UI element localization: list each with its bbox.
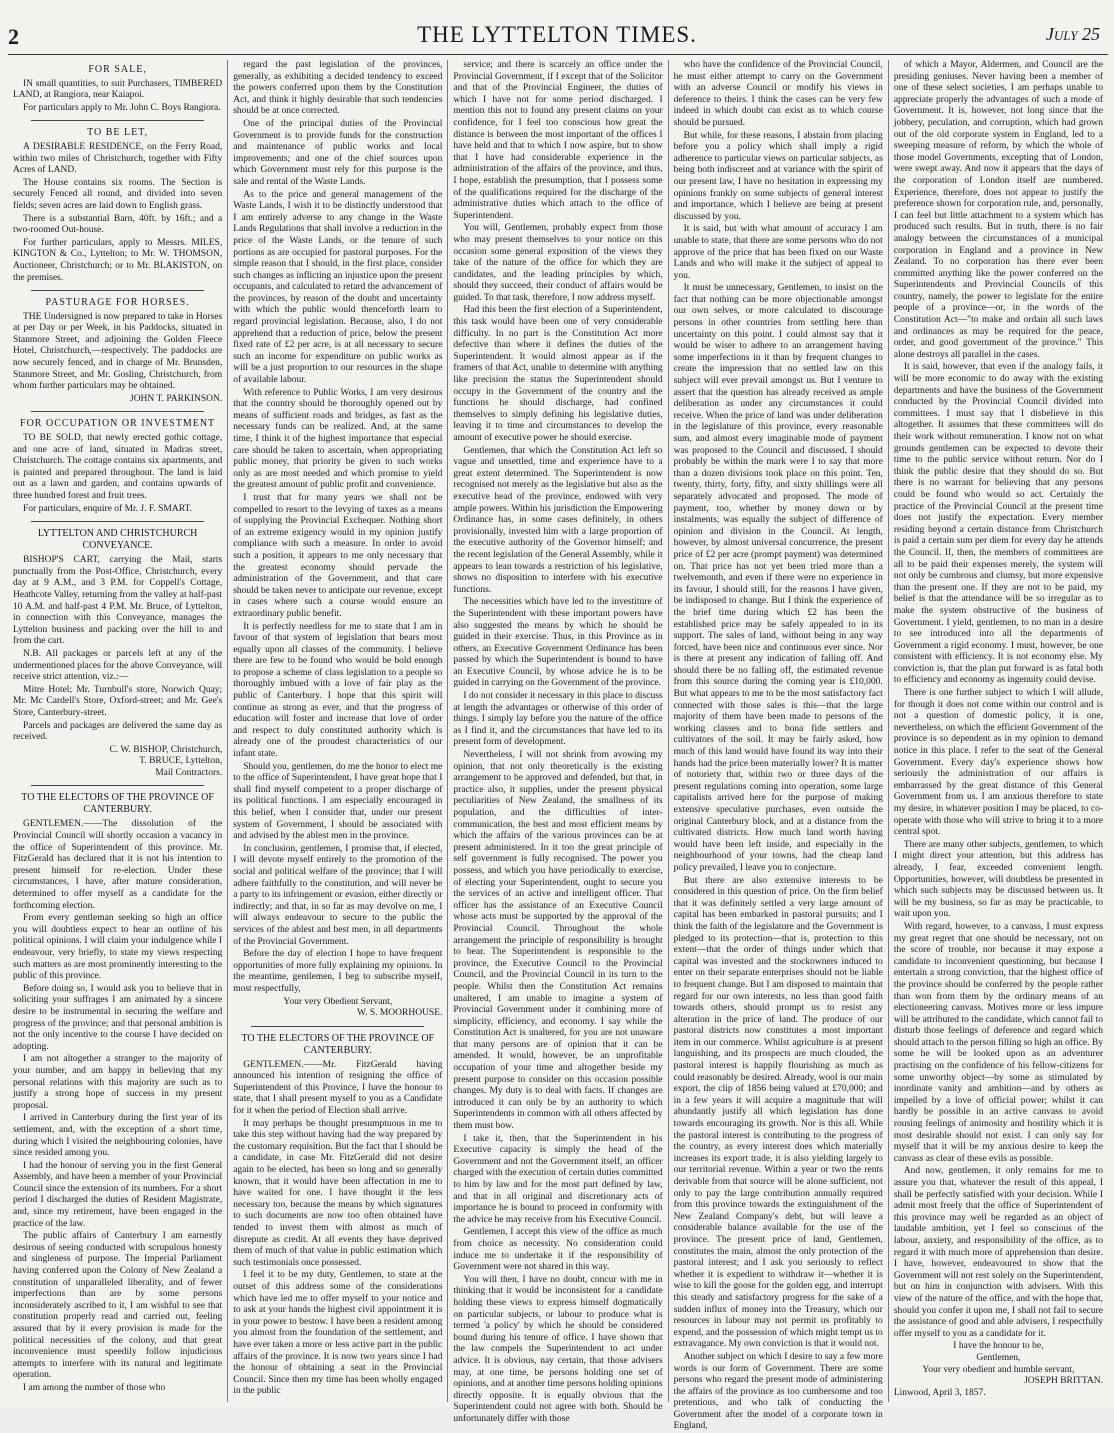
- ad-body: There is a substantial Barn, 40ft. by 16ft.; and a two-roomed Out-house.: [13, 213, 223, 236]
- divider: [31, 411, 204, 412]
- ad-body: For particulars, enquire of Mr. J. F. SMART.: [23, 503, 192, 514]
- address-paragraph: Gentlemen, I accept this view of the office as much from choice as necessity. No consideration could induce me to undertake it if the responsibility of Government were not shared in this way.: [453, 1227, 663, 1273]
- address-paragraph: But there are also extensive interests to be considered in this question of price. On the firm belief that it was definitely settled a very large amount of capital has been embarked in pastoral pursuits; and I think the faith of the legislature and the Government is pledged to its protection—that is, protection to this extent—that the order of things under which that capital was invested and the stockowners induced to enter on their separate enterprises should not be liable to frequent change. But I am disposed to maintain that regard for our own interests, no less than good faith towards others, should prompt us to resist any alteration in the price of land. The produce of our pastoral districts now constitutes a most important item in our commerce. Whilst agriculture is at present languishing, and its prospects are much clouded, the pastoral interest is happily flourishing as much as could reasonably be desired. Already, wool is our main export, the clip of 1856 being valued at £70,000; and in a few years it will acquire a magnitude that will abundantly justify all which legislation has done towards encouraging its growth. Nor is this all. While the pastoral interest is contributing to the progress of the country, as every interest does which materially increases its export trade, it is also yielding largely to our territorial revenue. Within a year or two the rents derivable from that source will be alone sufficient, not only to pay the large contribution annually required from this province towards the extinguishment of the New Zealand Company's debt, but will leave a considerable balance available for the use of the province. The present price of land, Gentlemen, constitutes the main, almost the only protection of the pastoral interest; and I ask you seriously to reflect whether it is expedient to withdraw it—whether it is wise to kill the goose for the golden egg, and interrupt this steady and satisfactory progress for the sake of a sudden influx of money into the Treasury, which our resources in labour may not permit us profitably to expend, and the possession of which might tempt us to extravagance. My own conviction is that it would not.: [673, 875, 883, 1350]
- divider: [251, 1026, 424, 1027]
- address-paragraph: As to the price and general management of the Waste Lands, I wish it to be distinctly understood that I am entirely adverse to any change in the Waste Lands Regulations that shall involve a reduction in the price of the Waste Lands, or the tenure of such portions as are occupied for pastoral purposes. For the simple reason that I should, in the first place, consider such changes as inflicting an injustice upon the present occupants, and calculated to retard the advancement of the provinces, by reason of the doubt and uncertainty with which the public would thenceforth learn to regard provincial legislation. Because, also, I do not apprehend that a reduction of price, below the present fixed rate of £2 per acre, is at all necessary to secure such an income for expenditure on public works as will be a just proportion to our resources in the shape of available labour.: [233, 189, 443, 386]
- address-paragraph: It is said, but with what amount of accuracy I am unable to state, that there are some persons who do not approve of the price that has been fixed on our Waste Lands and who will make it the subject of appeal to you.: [673, 224, 883, 281]
- ad-body: IN small quantities, to suit Purchasers, TIMBERED LAND, at Rangiora, near Kaiapoi.: [13, 78, 223, 101]
- address-paragraph: I am among the number of those who: [23, 1382, 166, 1393]
- address-heading: TO THE ELECTORS OF THE PROVINCE OF CANTERBURY.: [21, 792, 214, 816]
- address-paragraph: GENTLEMEN.——The dissolution of the Provincial Council will shortly occasion a vacancy in the office of Superintendent of this province. Mr. FitzGerald has declared that it is not his intention to present himself for re-election. Under these circumstances, I have, after mature consideration, determined to offer myself as a candidate for the forthcoming election.: [13, 819, 223, 911]
- address-paragraph: service; and there is scarcely an office under the Provincial Government, if I except that of the Solicitor and that of the Provincial Engineer, the duties of which I have not for some period discharged. I mention this not to found any present claims on your confidence, for I feel too conscious how great the distance is between the most important of the offices I have held and that to which I now aspire, but to show that I have had considerable experience in the administration of the affairs of the province, and thus, I hope, establish the presumption, that I possess some of the qualifications required for the discharge of the administrative duties which attach to the office of Superintendent.: [453, 60, 663, 221]
- ad-body: Mitre Hotel; Mr. Turnbull's store, Norwich Quay; Mr. Mc Cardell's Store, Oxford-street; and Mr. Gee's Store, Canterbury-street.: [13, 684, 223, 718]
- ad-body: N.B. All packages or parcels left at any of the undermentioned places for the above Conveyance, will receive strict attention, viz.:—: [13, 648, 223, 683]
- column-1: [8, 60, 228, 1402]
- ad-body: For particulars apply to Mr. John C. Boys Rangiora.: [23, 102, 221, 113]
- ad-heading-for-sale: FOR SALE,: [88, 64, 147, 75]
- divider: [31, 785, 204, 786]
- address-paragraph: And now, gentlemen, it only remains for me to assure you that, whatever the result of this appeal, I shall be perfectly satisfied with your decision. While I admit most freely that the office of Superintendent of this province may well be regarded as an object of laudable ambition, yet I feel so conscious of the labour, anxiety, and responsibility of the office, as to regard it with much more of apprehension than desire. I have, however, endeavoured to show that the Government will not rest solely on the Superintendent, but on him in conjunction with advisers. With this view of the nature of the office, and with the hope that, should you confer it upon me, I shall not fail to secure the assistance of good and able advisers, I respectfully offer myself to you as a candidate for it.: [893, 1166, 1104, 1339]
- address-paragraph: Before the day of election I hope to have frequent opportunities of more fully explaining my opinions. In the meantime, gentlemen, I beg to subscribe myself, most respectfully,: [233, 949, 443, 994]
- ad-body: Parcels and packages are delivered the same day as received.: [13, 720, 223, 743]
- address-heading: TO THE ELECTORS OF THE PROVINCE OF CANTERBURY.: [241, 1032, 435, 1056]
- ad-body: The House contains six rooms. The Section is securely Fenced all round, and divided into seven fields; seven acres are laid down to English grass.: [13, 177, 223, 211]
- ad-heading-occupation: FOR OCCUPATION OR INVESTMENT: [20, 418, 216, 430]
- address-signature: JOSEPH BRITTAN.: [1024, 1376, 1104, 1387]
- closing-line: I have the honour to be,: [953, 1341, 1044, 1352]
- issue-date: July 25: [1045, 24, 1100, 44]
- address-paragraph: With regard, however, to a canvass, I must express my great regret that one should be necessary, not on the score of trouble, nor because it may expose a candidate to inconvenient questioning, but because I entertain a strong conviction, that the highest office of the province should be conferred by the people rather than won from them by the ordinary means of an electioneering canvass. Motives more or less impure will be attributed to the candidate, which cannot fail to disturb those feelings of deference and regard which should attach to the person filling so high an office. By some he will be looked upon as an adventurer practising on the confidence of his fellow-citizens for some unworthy object—by some as stimulated by inordinate vanity and ambition—and by others as impelled by a love of official power; whilst it can hardly be possible in an active canvass to avoid rousing feelings of animosity and hostility which it is most desirable should not exist. I can only say for myself that it will be my anxious desire to keep the canvass as clear of these evils as possible.: [893, 921, 1104, 1164]
- address-paragraph: I trust that for many years we shall not be compelled to resort to the levying of taxes as a means of supplying the Provincial Exchequer. Nothing short of an extreme exigency would in my opinion justify compliance with such a measure. In order to avoid such a position, it appears to me only necessary that the greatest economy should pervade the administration of the Government, and that care should be taken never to anticipate our revenue, except in cases where such a course would ensure an extraordinary public benefit.: [233, 492, 443, 619]
- address-paragraph: There are many other subjects, gentlemen, to which I might direct your attention, but this address has already, I fear, exceeded convenient length. Opportunities, however, will doubtless be presented in which such subjects may be discussed between us. It will be my business, so far as may be practicable, to wait upon you.: [893, 839, 1104, 920]
- address-paragraph: GENTLEMEN.——Mr. FitzGerald having announced his intention of resigning the office of Superintendent of this Province, I have the honour to state, that I shall present myself to you as a Candidate for it when the period of Election shall arrive.: [233, 1059, 443, 1117]
- column-4: [669, 60, 889, 1432]
- ad-heading-pasturage: PASTURAGE FOR HORSES.: [45, 297, 190, 309]
- address-signature: W. S. MOORHOUSE.: [356, 1008, 443, 1019]
- closing-line: Your very Obedient Servant,: [283, 996, 393, 1007]
- masthead: [0, 0, 1114, 52]
- ad-signature: Mail Contractors.: [155, 767, 223, 778]
- closing-line: Gentlemen,: [976, 1352, 1021, 1363]
- address-paragraph: In conclusion, gentlemen, I promise that, if elected, I will devote myself entirely to the promotion of the social and political welfare of the province; that I will adhere faithfully to the constitution, and will never be a party to its infringement or evasion, either directly or indirectly; and that, in so far as may devolve on me, I will always endeavour to secure to the public the services of the ablest and best men, in all departments of the Provincial Government.: [233, 843, 443, 947]
- address-paragraph: From every gentleman seeking so high an office you will doubtless expect to hear an outline of his political opinions. I will claim your indulgence while I endeavour, very briefly, to state my views respecting such matters as are most prominently interesting to the public of this province.: [13, 913, 223, 982]
- newspaper-title: THE LYTTELTON TIMES.: [417, 22, 697, 47]
- address-paragraph: You will then, I have no doubt, concur with me in thinking that it would be inconsistent for a candidate holding these views to express himself dogmatically on particular subjects, or labour to produce what is termed 'a policy' by which he should be considered bound during his tenure of office. I have shown that the law compels the Superintendent to act under advice. It is obvious, nay certain, that those advisers may, at one time, be persons holding one set of opinions, and at another time persons holding opinions directly opposite. It is equally obvious that the Superintendent could not agree with both. Should he unfortunately differ with those: [453, 1274, 663, 1424]
- address-paragraph: One of the principal duties of the Provincial Government is to provide funds for the construction and maintenance of public works and local improvements; and one of the chief sources upon which Government must rely for this purpose is the sale and rental of the Waste Lands.: [233, 118, 443, 187]
- ad-body: TO BE SOLD, that newly erected gothic cottage, and one acre of land, situated in Madras street, Christchurch. The cottage contains six apartments, and is painted and prepared throughout. The land is laid out as a lawn and garden, and contains upwards of three hundred forest and fruit trees.: [13, 433, 223, 501]
- address-paragraph: I had the honour of serving you in the first General Assembly, and have been a member of your Provincial Council since the extension of its numbers. For a short period I discharged the duties of Resident Magistrate, and, since my retirement, have been engaged in the practice of the law.: [13, 1160, 223, 1229]
- ad-body: THE Undersigned is now prepared to take in Horses at per Day or per Week, in his Paddocks, situated in Stanmore Street, and adjoining the Golden Fleece Hotel, Christchurch,—respectively. The paddocks are now securely fenced, and in charge of Mr. Brunsden, Stanmore Street, and Mr. Gosling, Christchurch, from whom further particulars may be obtained.: [13, 311, 223, 392]
- ad-heading-to-let: TO BE LET,: [87, 127, 149, 139]
- column-5: [889, 60, 1108, 1402]
- address-paragraph: regard the past legislation of the provinces, generally, as exhibiting a decided tendency to exceed the powers conferred upon them by the Constitution Act, and think it highly desirable that such tendencies should be at once corrected.: [233, 60, 443, 117]
- address-paragraph: Had this been the first election of a Superintendent, this task would have been one of very considerable difficulty. In no part is the Constitution Act more defective than where it defines the duties of the Superintendent. It would almost appear as if the framers of that Act, unable to determine with anything like precision the status the Superintendent should occupy in the Government of the country and the functions he should discharge, had confined themselves to simply defining his legislative duties, leaving it to time and circumstances to develop the amount of executive power he should exercise.: [453, 305, 663, 443]
- address-paragraph: It may perhaps be thought presumptuous in me to take this step without having had the way prepared by the customary requisition. But the fact that I should be a candidate, in case Mr. FitzGerald did not desire again to be elected, has been so long and so generally known, that it would have been affectation in me to have waited for one. I have thought it the less necessary too, because the means by which signatures to such documents are now too often obtained have tended to invest them with almost as much of disrepute as credit. At all events they have deprived them of much of that value in public estimation which such testimonials once possessed.: [233, 1118, 443, 1268]
- ad-body: For further particulars, apply to Messrs. MILES, KINGTON & Co., Lyttelton; to Mr. W. THOMSON, Auctioneer, Christchurch; or to Mr. BLAKISTON, on the premises.: [13, 237, 223, 283]
- address-paragraph: It must be unnecessary, Gentlemen, to insist on the fact that nothing can be more objectionable amongst our own selves, or more calculated to discourage persons in other countries from settling here than uncertainty on this point. I could almost say that it would be wiser to adhere to an arrangement having some imperfections in it than by frequent changes to create the impression that no settled law on this subject will ever prevail amongst us. But I venture to assert that the question has already received as ample deliberation as under any circumstances it could receive. When the price of land was under deliberation in the legislature of this province, every reasonable sum, and almost every imaginable mode of payment was proposed to the Council and discussed. I should probably be within the mark were I to say that more than a dozen divisions took place on this point. Ten, twenty, thirty, forty, fifty, and sixty shillings were all separately advocated and proposed. The mode of payment, too, whether by money down or by instalments, was equally the subject of difference of opinion and division in the Council. At length, however, by almost universal concurrence, the present price of £2 per acre (prompt payment) was determined on. That price has not yet been tried more than a twelvemonth, and even if there were no experience in its favour, I should still, for the reasons I have given, be indisposed to change. But I think the experience of the brief time during which £2 has been the established price may be safely appealed to in its support. The sales of land, without being in any way forced, have been nice and continuous ever since. Nor is there at present any indication of falling off. And should there be no falling off, the estimated revenue from this source during the coming year is £10,000. But what appears to me to be the most satisfactory fact connected with those sales is this—that the large majority of them have been made to persons of the working classes and to bona fide settlers and cultivators of the soil. It may be fairly asked, how much of this land would have found its way into their hands had the price been materially lower? It is matter of notoriety that, within two or three days of the present regulations coming into operation, some large capitalists arrived here for the purpose of making extensive speculative purchases, even outside the original Canterbury block, and at a distance from the cultivated districts. How much land worth having would have been left inside, and especially in the neighbourhood of your towns, had the cheap land policy prevailed, I leave you to conjecture.: [673, 283, 883, 873]
- address-paragraph: Before doing so, I would ask you to believe that in soliciting your suffrages I am animated by a sincere desire to be instrumental in securing the welfare and progress of the province; and that personal ambition is not the only incentive to the course I have decided on adopting.: [13, 983, 223, 1052]
- ad-signature: C. W. BISHOP, Christchurch,: [109, 744, 223, 755]
- address-paragraph: I take it, then, that the Superintendent in his Executive capacity is simply the head of the Government and not the Government itself, an officer charged with the execution of certain duties committed to him by law and for the most part defined by law, and that in all original and discretionary acts of importance he is bound to proceed in conformity with the advice he may receive from his Executive Council.: [453, 1133, 663, 1225]
- columns: [8, 60, 1108, 1432]
- address-paragraph: The necessities which have led to the investiture of the Superintendent with these important powers have also suggested the means by which he should be guided in their exercise. Thus, in this Province as in others, an Executive Government Ordinance has been passed by which the Superintendent is bound to have an Executive Council, by whose advice he is to be guided in carrying on the Government of the province.: [453, 597, 663, 689]
- address-paragraph: It is perfectly needless for me to state that I am in favour of that system of legislation that bears most equally upon all classes of the community. I believe there are few to be found who would be bold enough to propose a scheme of class legislation to a people so thoroughly imbued with a love of fair play as the public of Canterbury. I hope that this spirit will continue as strong as ever, and that the progress of education will foster and increase that love of order and respect to duly constituted authority which is already one of the proudest characteristics of our infant state.: [233, 621, 443, 760]
- address-paragraph: I am not altogether a stranger to the majority of your number, and am happy in believing that my personal relations with this majority are such as to justify a strong hope of success in my present proposal.: [13, 1054, 223, 1111]
- address-paragraph: I do not consider it necessary in this place to discuss at length the advantages or otherwise of this order of things. I simply lay before you the nature of the office as I find it, and the circumstances that have led to its present form of development.: [453, 691, 663, 748]
- address-paragraph: The public affairs of Canterbury I am earnestly desirous of seeing conducted with scrupulous honesty and singleness of purpose. The Imperial Parliament having conferred upon the Colony of New Zealand a constitution of unparalleled liberality, and of fewer imperfections than are by some persons inconsiderately ascribed to it, I am wishful to see that constitution properly read and carried out, feeling assured that by it every provision is made for the political necessities of the colony, and that great inconvenience must speedily follow injudicious attempts to interfere with its natural and legitimate operation.: [13, 1231, 223, 1381]
- ad-heading-conveyance: LYTTELTON AND CHRISTCHURCH CONVEYANCE.: [37, 528, 198, 552]
- ad-signature: JOHN T. PARKINSON.: [130, 393, 223, 404]
- closing-line: Your very obedient and humble servant,: [922, 1364, 1075, 1375]
- address-paragraph: But while, for these reasons, I abstain from placing before you a policy which shall imply a rigid adherence to particular views on particular subjects, as being both indiscreet and at variance with the spirit of our present law, I have no hesitation in expressing my opinions frankly on some subjects of general interest and importance, which I believe are being at present discussed by you.: [673, 130, 883, 222]
- ad-body: BISHOP'S CART, carrying the Mail, starts punctually from the Post-Office, Christchurch, every day at 9 A.M., and 3 P.M. for Coppell's Cottage, Heathcote Valley, returning from the valley at half-past 10 A.M. and half-past 4 P.M. Mr. Bruce, of Lyttelton, in connection with this Conveyance, manages the Lyttelton business and packing over the hill to and from the cart.: [13, 555, 223, 647]
- address-paragraph: You will, Gentlemen, probably expect from those who may present themselves to your notice on this occasion some general exposition of the views they take of the nature of the office for which they are candidates, and the leading principles by which, should they succeed, their conduct of affairs would be guided. To that task, therefore, I now address myself.: [453, 223, 663, 303]
- address-paragraph: Gentlemen, that which the Constitution Act left so vague and unsettled, time and experience have to a great extent determined. The Superintendent is now recognised not merely as the legislative but also as the executive head of the province, endowed with very ample powers. Within his jurisdiction the Empowering Ordinance has, in some cases definitely, in others provisionally, invested him with a large proportion of the executive authority of the Governor himself; and the recent legislation of the General Assembly, while it appears to lean towards a restriction of his legislative, shows no disposition to interfere with his executive functions.: [453, 445, 663, 595]
- ad-body: A DESIRABLE RESIDENCE, on the Ferry Road, within two miles of Christchurch, together with Fifty Acres of LAND.: [13, 141, 223, 176]
- address-paragraph: Nevertheless, I will not shrink from avowing my opinion, that not only theoretically is the existing arrangement to be approved and defended, but that, in practice also, it supplies, under the present physical peculiarities of New Zealand, the smallness of its population, and the difficulties of inter-communication, the best and most efficient means by which the affairs of the various provinces can be at present administered. In it too the great principle of self government is fully recognised. The power you possess, and which you have periodically to exercise, of electing your Superintendent, ought to secure you the services of an active and intelligent officer. That officer has the assistance of an Executive Council whose acts must be supported by the approval of the Provincial Council. Throughout the whole arrangement the principle of responsibility is brought to bear. The Superintendent is responsible to the province, the Executive Council to the Provincial Council, and the Provincial Council in its turn to the people. Whilst then the Constitution Act remains unaltered, I am unable to imagine a system of Provincial Government under it combining more of simplicity, efficiency, and economy. I say while the Constitution Act is unaltered, for you are not unaware that many persons are of opinion that it can be amended. It would, however, be an unprofitable occupation of your time and altogether beside my present purpose to consider on this occasion possible changes. My duty is to deal with facts. If changes are introduced it can only be by an authority to which Superintendents in common with all others affected by them must bow.: [453, 750, 663, 1132]
- place-date-line: Linwood, April 3, 1857.: [893, 1387, 986, 1398]
- address-paragraph: Another subject on which I desire to say a few more words is our form of Government. There are some persons who regard the present mode of administering the affairs of the province as too cumbersome and too pretentious, and who talk of conducting the Government after the model of a corporate town in England,: [673, 1351, 883, 1432]
- address-paragraph: I feel it to be my duty, Gentlemen, to state at the outset of this address some of the considerations which have led me to offer myself to your notice and to ask at your hands the highest civil appointment it is in your power to bestow. I have been a resident among you almost from the foundation of the settlement, and have ever taken a more or less active part in the public affairs of the province. It is now two years since I had the honour of obtaining a seat in the Provincial Council. Since then my time has been wholly engaged in the public: [233, 1270, 443, 1397]
- address-paragraph: of which a Mayor, Aldermen, and Council are the presiding geniuses. Never having been a member of one of these select societies, I am perhaps unable to appreciate properly the advantages of such a mode of Government. It is, however, not long since that the jobbery, peculation, and corruption, which had grown out of the old corporate system in England, led to a sweeping measure of reform, by which the whole of those model Governments, excepting that of London, were swept away. And now it appears that the days of the corporation of London itself are numbered. Experience, therefore, does not appear to justify the preference shown for corporation rule, and, personally, I can feel but little attachment to a system which has produced such results. But in truth, there is no fair analogy between the circumstances of a municipal corporation in England and a province in New Zealand. To no corporation has there ever been committed anything like the power conferred on the Superintendents and Provincial Councils of this country, namely, the power to legislate for the entire people of a province—or, in the words of the Constitution Act—"to make and ordain all such laws and ordinances as may be required for the peace, order, and good government of the province." This alone destroys all parallel in the cases.: [893, 60, 1104, 360]
- address-paragraph: Should you, gentlemen, do me the honor to elect me to the office of Superintendent, I have great hope that I shall find myself competent to a proper discharge of its political functions. I am especially encouraged in this belief, when I consider that, under our present system of Government, I should be associated with and advised by the ablest men in the province.: [233, 761, 443, 842]
- address-paragraph: I arrived in Canterbury during the first year of its settlement, and, with the exception of a short time, during which I visited the neighbouring colonies, have since resided among you.: [13, 1113, 223, 1159]
- address-paragraph: With reference to Public Works, I am very desirous that the country should be thoroughly opened out by means of sufficient roads and bridges, as fast as the necessary funds can be realized. And, at the same time, I think it of the highest importance that especial care should be taken to ascertain, when appropriating public money, that priority be given to such works only as are most needed and which promise to yield the greatest amount of public profit and convenience.: [233, 387, 443, 491]
- column-3: [448, 60, 668, 1424]
- divider: [31, 521, 204, 522]
- column-2: [228, 60, 448, 1402]
- header-rule: [8, 54, 1108, 55]
- divider: [31, 290, 204, 291]
- address-paragraph: There is one further subject to which I will allude, for though it does not come within our control and is not a question of domestic policy, it is one, nevertheless, on which the efficient Government of the province is so dependent as in my opinion to demand notice in this place. I refer to the seat of the General Government. Every day's experience shows how seriously the administration of our affairs is embarrassed by the great distance of this General Government from us. I am anxious therefore to state my desire, in whatever position I may be placed, to co-operate with those who will strive to bring it to a more central spot.: [893, 688, 1104, 838]
- page-number: 2: [8, 24, 19, 49]
- divider: [31, 120, 204, 121]
- ad-signature: T. BRUCE, Lyttelton,: [139, 756, 223, 767]
- address-paragraph: who have the confidence of the Provincial Council, he must either attempt to carry on the Government with an adverse Council or modify his views in deference to theirs. I think the cases can be very few indeed in which doubt can exist as to which course should be pursued.: [673, 60, 883, 128]
- address-paragraph: It is said, however, that even if the analogy fails, it will be more economic to do away with the existing departments and have the business of the Government conducted by the Provincial Council divided into committees. I must say that I disbelieve in this altogether. It assumes that these committees will do their work without remuneration. I know not on what grounds gentlemen can be expected to devote their time to the public service without return. Nor do I think the public desire that they should do so. But there is no warrant for believing that any persons could be found who would so act. Certainly the practice of the Provincial Council at the present time does not justify the expectation. Every member residing beyond a certain distance from Christchurch is paid a certain sum per diem for every day he attends the Council. If, then, the members of committees are all to be paid their expenses merely, the system will not only be cumbrous and clumsy, but more expensive than the present one. If they are not to be paid, my belief is that the attendance will be so irregular as to make the system obstructive of the business of Government. I yield, gentlemen, to no man in a desire to see introduced into all the departments of Government a rigid economy. I must, however, be one consistent with efficiency. It is not economy else. My conviction is, that the plan put forward is as fatal both to efficiency and economy as ingenuity could devise.: [893, 362, 1104, 686]
